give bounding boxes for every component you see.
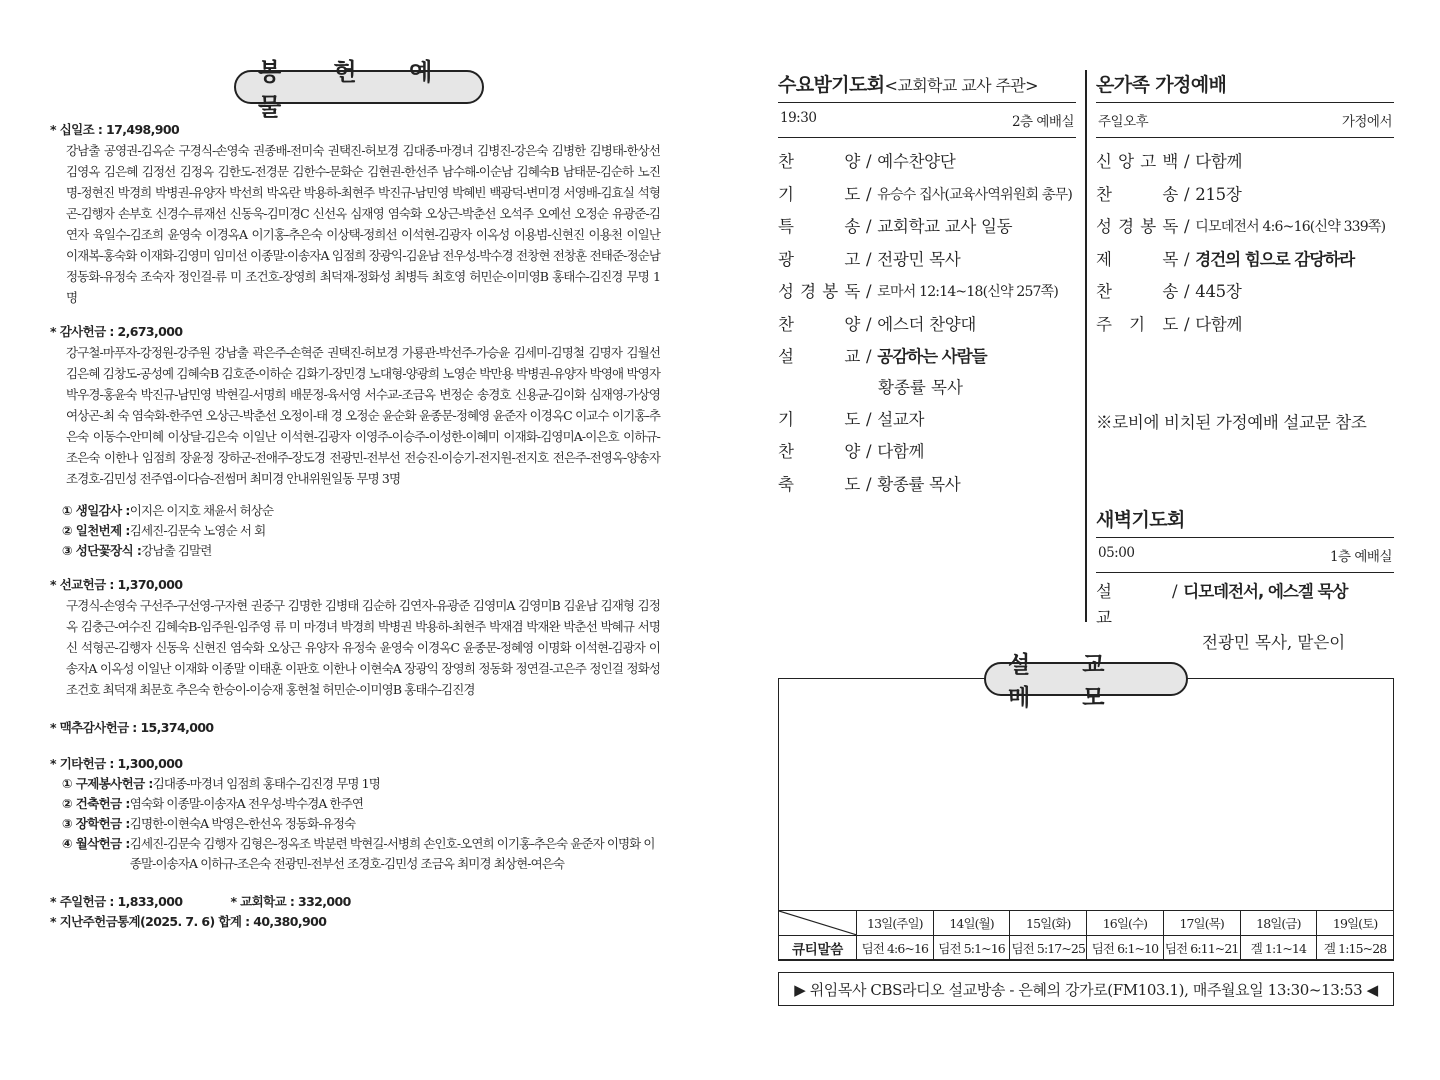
- order-key: 광 고: [778, 249, 860, 269]
- wednesday-order: [778, 146, 1076, 374]
- offering-title: 봉 헌 예 물: [234, 70, 484, 104]
- passage-cell: 딤전 6:1~10: [1087, 936, 1164, 961]
- order-value: 황종률 목사: [877, 474, 961, 494]
- order-item: 찬 양 / 다함께: [778, 436, 1076, 469]
- passage-cell: 딤전 4:6~16: [857, 936, 934, 961]
- list-item: ③ 성단꽃장식 : 강남출 김말련: [62, 543, 212, 558]
- list-item: ① 생일감사 : 이지은 이지호 채윤서 허상순: [62, 503, 274, 518]
- order-key: 주 기 도: [1096, 314, 1178, 334]
- family-service: [1096, 70, 1394, 433]
- lastweek-total: * 지난주헌금통계(2025. 7. 6) 합계 : 40,380,900: [50, 914, 327, 929]
- table-row: [779, 936, 1394, 961]
- wednesday-meta: 19:30 2층 예배실: [778, 103, 1076, 138]
- dawn-title: 새벽기도회: [1096, 505, 1394, 538]
- other-sub-list: [50, 774, 660, 874]
- order-value: 다함께: [1195, 152, 1243, 171]
- qt-row-label: 큐티말씀: [779, 936, 857, 961]
- family-order: [1096, 146, 1394, 341]
- wednesday-service: [778, 70, 1076, 501]
- order-value: 공감하는 사람들: [877, 347, 987, 366]
- list-item: ② 일천번제 : 김세진-김문숙 노영순 서 회: [62, 523, 266, 538]
- order-key: 찬 양: [778, 152, 860, 171]
- order-key: 제 목: [1096, 249, 1178, 269]
- dawn-meta: 05:00 1층 예배실: [1096, 538, 1394, 573]
- order-value: 디모데전서 4:6~16(신약 339쪽): [1195, 219, 1386, 235]
- sunday-offering: * 주일헌금 : 1,833,000: [50, 894, 183, 909]
- order-item: 찬 송 / 445장: [1096, 276, 1394, 309]
- order-key: 특 송: [778, 217, 860, 236]
- day-cell: 18일(금): [1240, 911, 1317, 936]
- day-cell: 17일(목): [1163, 911, 1240, 936]
- order-key: 신 앙 고 백: [1096, 152, 1178, 171]
- order-value: 다함께: [1195, 314, 1243, 334]
- order-item: 성 경 봉 독 / 디모데전서 4:6~16(신약 339쪽): [1096, 211, 1394, 244]
- order-key: 찬 양: [778, 314, 860, 334]
- maekchu-section: [50, 718, 660, 736]
- order-key: 설 교: [778, 347, 860, 366]
- wednesday-order-2: [778, 404, 1076, 502]
- day-cell: 19일(토): [1317, 911, 1394, 936]
- list-item: ② 건축헌금 : 염숙화 이종말-이송자A 전우성-박수경A 한주연: [62, 796, 364, 811]
- dawn-service: [1096, 505, 1394, 655]
- day-cell: 16일(수): [1087, 911, 1164, 936]
- order-value: 유승수 집사(교육사역위원회 총무): [877, 186, 1073, 203]
- thanks-names: 강구철-마푸자-강정원-강주원 강남출 곽은주-손혁준 권택진-허보경 가룡관-박선주-가승윤 김세미-김명철 김명자 김월선 김은혜 김창도-공성예 김혜숙B 김호준-이하순 김화기-장민경 노대형-양광희 노영순 박만용 박병권-유양자 박영애 박영자 박우경-홍윤숙 박진규-남민영 박현길-서명희 배문정-육서영 서수교-조금옥 변정순 송경호 신용균-김이화 심재영-가상영 여상곤-최 숙 염숙화-한주연 오상근-박춘선 오정이-태 경 오정순 윤순화 윤종문-정혜영 윤준자 이경옥C 이교수 이기홍-추은숙 이동수-안미혜 이상달-김은숙 이일난 이석현-김광자 이영주-이승주-이성한-이혜미 이재화-김영미A-이은호 이하규-조은숙 이한나 임점희 장윤정 장하군-전애주-장도경 전광민-전부선 전승진-이승기-전지원-전지호 전은주-전영옥-양송자 조경호-김민성 전주엽-이다슴-전썸머 최미경 안내위원일동 무명 3명: [66, 345, 660, 486]
- family-note: ※로비에 비치된 가정예배 설교문 참조: [1096, 413, 1367, 432]
- qt-table: [778, 910, 1394, 961]
- column-divider: [1085, 70, 1087, 622]
- thanks-section: [50, 322, 660, 561]
- diagonal-line-icon: [779, 911, 857, 935]
- passage-cell: 딤전 5:17~25: [1010, 936, 1087, 961]
- wednesday-title: 수요밤기도회<교회학교 교사 주관>: [778, 70, 1076, 103]
- passage-cell: 딤전 6:11~21: [1163, 936, 1240, 961]
- offering-section: [50, 58, 660, 932]
- radio-banner: ▶ 위임목사 CBS라디오 설교방송 - 은혜의 강가로(FM103.1), 매주월요일 13:30~13:53 ◀: [778, 972, 1394, 1006]
- order-item: 주 기 도 / 다함께: [1096, 309, 1394, 342]
- order-item: 찬 양 / 예수찬양단: [778, 146, 1076, 179]
- order-item: 찬 송 / 215장: [1096, 179, 1394, 212]
- order-value: 445장: [1195, 282, 1242, 301]
- day-cell: 14일(월): [933, 911, 1010, 936]
- order-item: 기 도 / 설교자: [778, 404, 1076, 437]
- order-key: 찬 양: [778, 442, 860, 461]
- order-key: 기 도: [778, 184, 860, 204]
- wednesday-preacher: 황종률 목사: [878, 377, 963, 397]
- family-title: 온가족 가정예배: [1096, 70, 1394, 103]
- dawn-key: 설교: [1096, 582, 1162, 627]
- order-item: 제 목 / 경건의 힘으로 감당하라: [1096, 244, 1394, 277]
- family-meta: 주일오후 가정에서: [1096, 103, 1394, 138]
- maekchu-heading: * 맥추감사헌금 : 15,374,000: [50, 720, 214, 735]
- totals-section: [50, 892, 660, 930]
- order-item: 신 앙 고 백 / 다함께: [1096, 146, 1394, 179]
- mission-heading: * 선교헌금 : 1,370,000: [50, 577, 183, 592]
- order-value: 로마서 12:14~18(신약 257쪽): [877, 284, 1059, 300]
- order-value: 215장: [1195, 184, 1242, 204]
- order-key: 성 경 봉 독: [778, 282, 860, 301]
- school-offering: * 교회학교 : 332,000: [230, 894, 351, 909]
- order-value: 예수찬양단: [877, 152, 956, 171]
- order-key: 기 도: [778, 409, 860, 429]
- order-value: 다함께: [877, 442, 925, 461]
- thanks-sub-list: [50, 501, 660, 561]
- order-key: 찬 송: [1096, 282, 1178, 301]
- passage-cell: 겔 1:1~14: [1240, 936, 1317, 961]
- order-value: 경건의 힘으로 감당하라: [1195, 249, 1355, 269]
- order-item: 축 도 / 황종률 목사: [778, 469, 1076, 502]
- order-value: 에스더 찬양대: [877, 314, 977, 334]
- order-item: 설 교 / 공감하는 사람들: [778, 341, 1076, 374]
- day-cell: 15일(화): [1010, 911, 1087, 936]
- dawn-value: 디모데전서, 에스겔 묵상: [1183, 582, 1348, 601]
- order-value: 교회학교 교사 일동: [877, 217, 1013, 236]
- order-item: 기 도 / 유승수 집사(교육사역위원회 총무): [778, 179, 1076, 212]
- order-item: 성 경 봉 독 / 로마서 12:14~18(신약 257쪽): [778, 276, 1076, 309]
- order-value: 설교자: [877, 409, 925, 429]
- day-cell: 13일(주일): [857, 911, 934, 936]
- thanks-heading: * 감사헌금 : 2,673,000: [50, 324, 183, 339]
- other-heading: * 기타헌금 : 1,300,000: [50, 756, 183, 771]
- list-item: ④ 월삭헌금 : 김세진-김문숙 김행자 김형은-정옥조 박분련 박현길-서병희 손인호-오연희 이기홍-추은숙 윤준자 이명화 이종말-이송자A 이하규-조은숙 전광민-전부선 조경호-김민성 조금옥 최미경 최상현-여은숙: [62, 836, 655, 871]
- order-key: 축 도: [778, 474, 860, 494]
- order-item: 찬 양 / 에스더 찬양대: [778, 309, 1076, 342]
- tithe-section: [50, 120, 660, 308]
- dawn-value-2: 전광민 목사, 맡은이: [1202, 633, 1346, 652]
- passage-cell: 겔 1:15~28: [1317, 936, 1394, 961]
- dawn-sermon: 설교 / 디모데전서, 에스겔 묵상: [1096, 579, 1394, 631]
- order-item: 특 송 / 교회학교 교사 일동: [778, 211, 1076, 244]
- order-key: 찬 송: [1096, 184, 1178, 204]
- passage-cell: 딤전 5:1~16: [933, 936, 1010, 961]
- other-section: [50, 754, 660, 874]
- mission-section: [50, 575, 660, 700]
- order-key: 성 경 봉 독: [1096, 217, 1178, 236]
- mission-names: 구경식-손영숙 구선주-구선영-구자현 권중구 김명한 김병태 김순하 김연자-유광준 김영미A 김영미B 김윤남 김재형 김정옥 김충근-여수진 김혜숙B-임주원-임주영 류 미 마경녀 박경희 박병권 박용하-최현주 박재겸 박재완 박춘선 박혜규 서명신 석형곤-김행자 신동욱 신현진 염숙화 오상근 유양자 유정숙 윤영숙 이경옥C 윤종문-정혜영 이명화 이석현-김광자 이송자A 이옥성 이일난 이재화 이종말 이태훈 이판호 이한나 이현숙A 장광익 장영희 정동화 정연걸-고은주 정인걸 정화성 조건호 최덕재 최문호 추은숙 한승이-이승재 홍현철 허민순-이미영B 홍태수-김진경: [66, 598, 660, 697]
- order-value: 전광민 목사: [877, 249, 961, 269]
- list-item: ③ 장학헌금 : 김명한-이현숙A 박영은-한선옥 정동화-유정숙: [62, 816, 356, 831]
- diagonal-cell: [779, 911, 857, 936]
- tithe-heading: * 십일조 : 17,498,900: [50, 122, 180, 137]
- list-item: ① 구제봉사헌금 : 김대종-마경녀 임점희 홍태수-김진경 무명 1명: [62, 776, 380, 791]
- order-item: 광 고 / 전광민 목사: [778, 244, 1076, 277]
- table-row: [779, 911, 1394, 936]
- memo-title: 설 교 메 모: [984, 662, 1188, 696]
- tithe-names: 강남출 공영권-김옥순 구경식-손영숙 권종배-전미숙 권택진-허보경 김대종-마경녀 김병진-강은숙 김병한 김병태-한상선 김영옥 김은혜 김정선 김정옥 김한도-전경문 김한수-문화순 김현권-한선주 남수해-이순남 김혜숙B 남태문-김순하 노진명-정현진 박경희 박병권-유양자 박선희 박옥란 박용하-최현주 박진규-남민영 박혜빈 백광덕-변미경 서영배-김효실 석형곤-김행자 손부호 신경수-류재선 신동욱-김미경C 신선옥 심재영 염숙화 오상근-박춘선 오석주 오예선 오정순 유광준-김연자 육일수-김조희 윤영숙 이경옥A 이기홍-추은숙 이상택-정희선 이석현-김광자 이옥성 이용범-신현진 이용천 이일난 이재복-홍숙화 이재화-김영미 임미선 이종말-이송자A 임점희 장광익-김윤남 전우성-박수경 전창현 전창훈 전태준-정순남 정동화-유정숙 조숙자 정인걸-류 미 조건호-장영희 최덕재-정화성 최병득 최호영 허민순-이미영B 홍태수-김진경 무명 1명: [66, 143, 660, 305]
